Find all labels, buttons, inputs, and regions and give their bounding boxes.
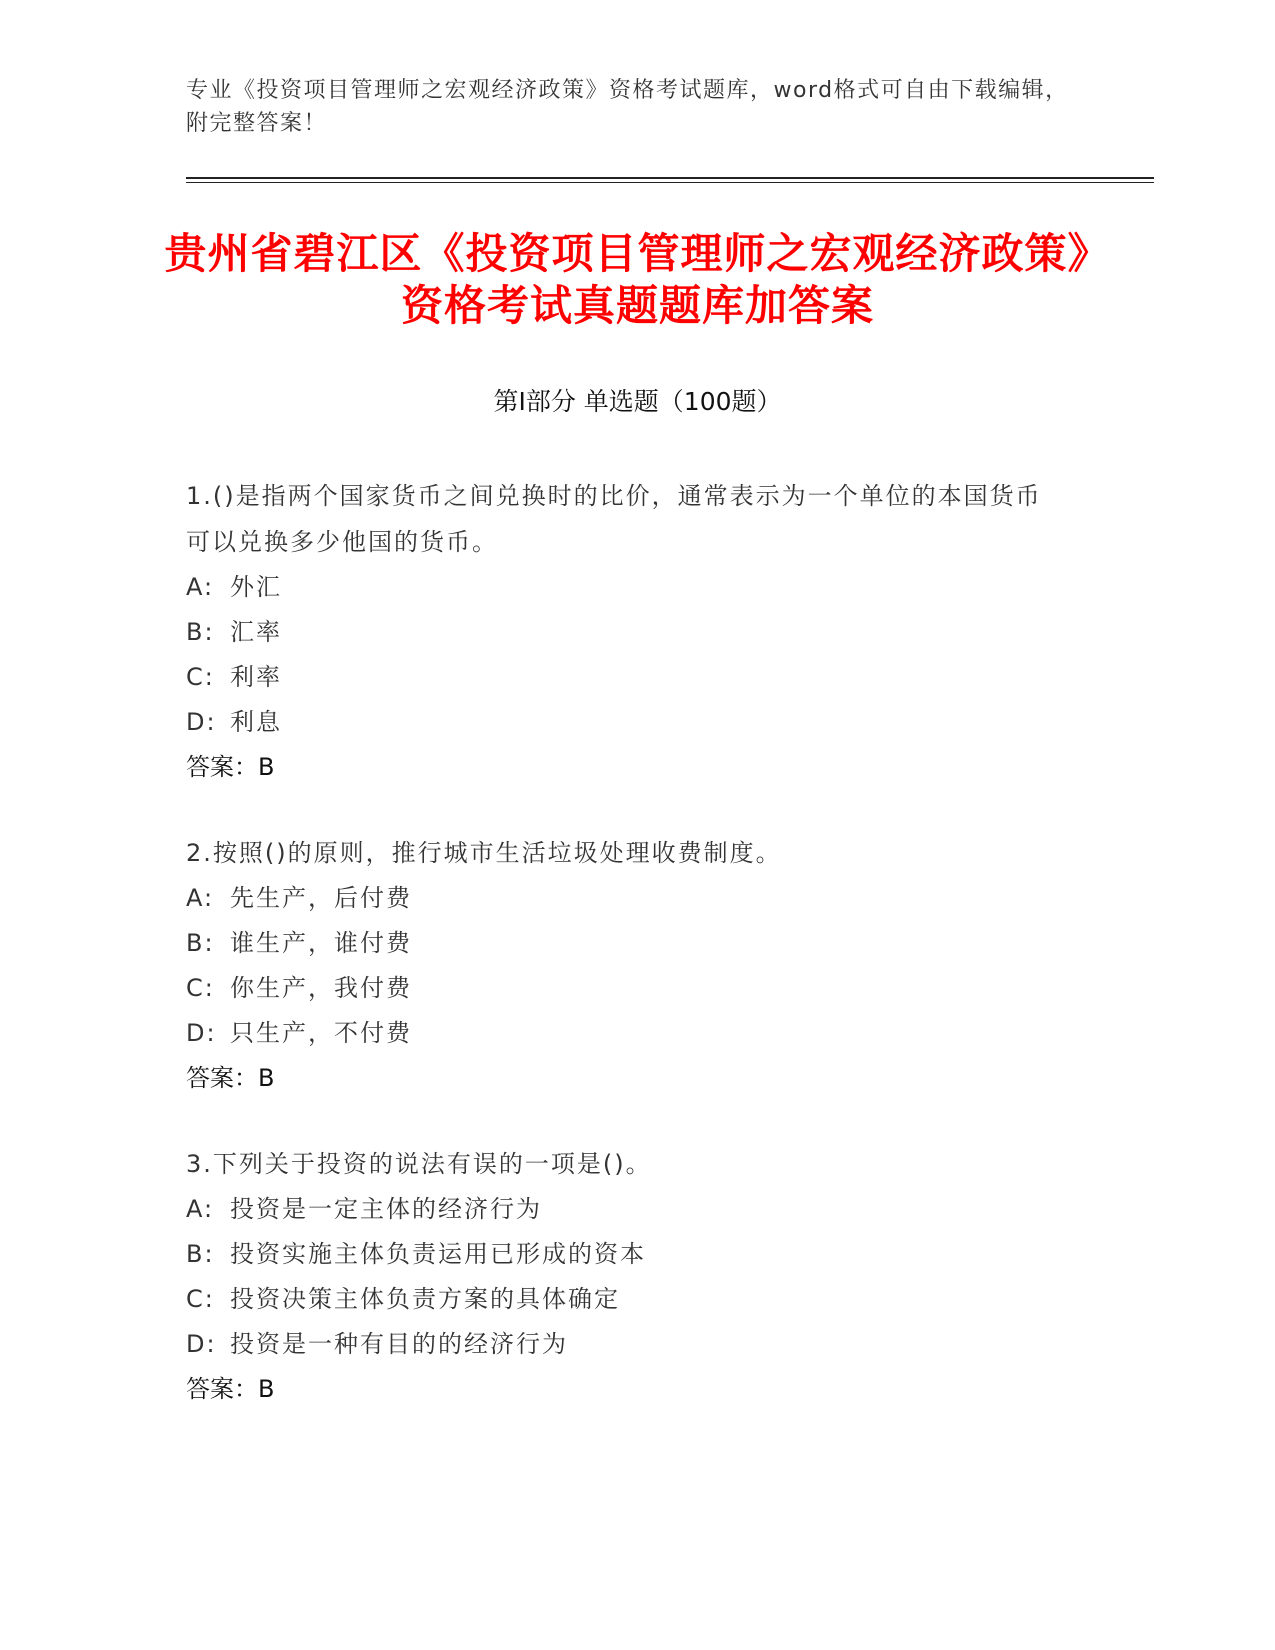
option-c	[186, 1277, 1066, 1322]
option-key: C:	[186, 974, 215, 1002]
option-text: 你生产，我付费	[230, 974, 412, 1002]
question-1	[186, 473, 1066, 790]
option-key: C:	[186, 1285, 215, 1313]
question-stem: 2.按照()的原则，推行城市生活垃圾处理收费制度。	[186, 839, 782, 867]
option-text: 利息	[230, 708, 282, 736]
option-key: B:	[186, 618, 215, 646]
option-text: 投资是一种有目的的经济行为	[230, 1330, 568, 1358]
header-rule-thin	[186, 182, 1154, 183]
section-heading: 第Ⅰ部分 单选题（100题）	[493, 387, 782, 416]
option-a	[186, 565, 1066, 610]
option-a	[186, 876, 1066, 921]
option-text: 先生产，后付费	[230, 884, 412, 912]
document-title: 贵州省碧江区《投资项目管理师之宏观经济政策》资格考试真题题库加答案	[164, 229, 1111, 330]
question-list	[186, 473, 1066, 1452]
option-text: 外汇	[230, 573, 282, 601]
answer-line: 答案：B	[186, 1375, 275, 1403]
option-text: 只生产，不付费	[230, 1019, 412, 1047]
answer-line: 答案：B	[186, 753, 275, 781]
option-text: 汇率	[230, 618, 282, 646]
option-d	[186, 1011, 1066, 1056]
option-c	[186, 655, 1066, 700]
option-text: 谁生产，谁付费	[230, 929, 412, 957]
option-key: D:	[186, 1330, 217, 1358]
header-note: 专业《投资项目管理师之宏观经济政策》资格考试题库，word格式可自由下载编辑，附完整答案！	[186, 78, 1069, 136]
option-key: A:	[186, 1195, 215, 1223]
option-b	[186, 1232, 1066, 1277]
option-key: D:	[186, 1019, 217, 1047]
option-c	[186, 966, 1066, 1011]
option-text: 投资是一定主体的经济行为	[230, 1195, 542, 1223]
question-stem: 3.下列关于投资的说法有误的一项是()。	[186, 1150, 652, 1178]
answer-line: 答案：B	[186, 1064, 275, 1092]
option-a	[186, 1187, 1066, 1232]
option-text: 利率	[230, 663, 282, 691]
option-text: 投资决策主体负责方案的具体确定	[230, 1285, 620, 1313]
option-key: B:	[186, 1240, 215, 1268]
option-b	[186, 610, 1066, 655]
option-d	[186, 700, 1066, 745]
option-key: A:	[186, 573, 215, 601]
option-d	[186, 1322, 1066, 1367]
option-key: C:	[186, 663, 215, 691]
option-key: A:	[186, 884, 215, 912]
option-key: B:	[186, 929, 215, 957]
question-3	[186, 1141, 1066, 1412]
header-rule-thick	[186, 177, 1154, 179]
question-2	[186, 830, 1066, 1101]
question-stem: 1.()是指两个国家货币之间兑换时的比价，通常表示为一个单位的本国货币可以兑换多少他国的货币。	[186, 482, 1042, 556]
option-text: 投资实施主体负责运用已形成的资本	[230, 1240, 646, 1268]
option-b	[186, 921, 1066, 966]
option-key: D:	[186, 708, 217, 736]
